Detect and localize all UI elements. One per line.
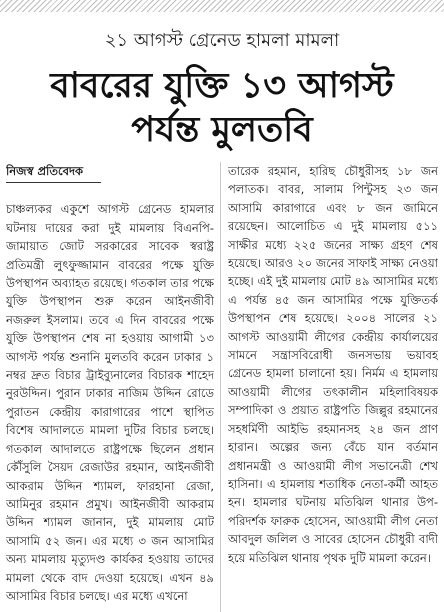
article-column-1 <box>6 162 214 612</box>
article-headline <box>0 64 444 152</box>
article-body <box>0 162 444 612</box>
byline: নিজস্ব প্রতিবেদক <box>6 162 101 183</box>
top-border-pattern <box>0 0 444 12</box>
column-divider <box>220 162 221 612</box>
headline-line-2: পর্যন্ত মুলতবি <box>131 110 313 150</box>
article-kicker: ২১ আগস্ট গ্রেনেড হামলা মামলা <box>104 30 340 51</box>
column-2-text: তারেক রহমান, হারিছ চৌধুরীসহ ১৮ জন পলাতক। বাবর, সালাম পিন্টুসহ ২৩ জন আসামি কারাগারে এবং ৮ জন জামিনে রয়েছেন। আলোচিত এ দুই মামলায় ৫১১ সাক্ষীর মধ্যে ২২৫ জনের সাক্ষ্য গ্রহণ শেষ হয়েছে। আরও ২০ জনের সাফাই সাক্ষ্য নেওয়া হচ্ছে। এই দুই মামলায় মোট ৪৯ আসামির মধ্যে এ পর্যন্ত ৪৫ জন আসামির পক্ষে যুক্তিতর্ক উপস্থাপন শেষ হয়েছে। ২০০৪ সালের ২১ আগস্ট আওয়ামী লীগের কেন্দ্রীয় কার্যালয়ের সামনে সন্ত্রাসবিরোধী জনসভায় ভয়াবহ গ্রেনেড হামলা চালানো হয়। নির্মম এ হামলায় আওয়ামী লীগের তৎকালীন মহিলাবিষয়ক সম্পাদিকা ও প্রয়াত রাষ্ট্রপতি জিল্লুর রহমানের সহধর্মিণী আইভি রহমানসহ ২৪ জন প্রাণ হারান। অল্পের জন্য বেঁচে যান বর্তমান প্রধানমন্ত্রী ও আওয়ামী লীগ সভানেত্রী শেখ হাসিনা। এ হামলায় শতাধিক নেতা-কর্মী আহত হন। হামলার ঘটনায় মতিঝিল থানার উপ-পরিদর্শক ফারুক হোসেন, আওয়ামী লীগ নেতা আবদুল জলিল ও সাবের হোসেন চৌধুরী বাদী হয়ে মতিঝিল থানায় পৃথক দুটি মামলা করেন। <box>228 164 438 565</box>
headline-line-1: বাবরের যুক্তি ১৩ আগস্ট <box>50 66 394 106</box>
article-column-2 <box>228 162 438 612</box>
column-1-text: চাঞ্চল্যকর একুশে আগস্ট গ্রেনেড হামলার ঘটনায় দায়ের করা দুই মামলায় বিএনপি-জামায়াত জোট সরকারের সাবেক স্বরাষ্ট্র প্রতিমন্ত্রী লুৎফুজ্জামান বাবরের পক্ষে যুক্তি উপস্থাপন অব্যাহত রয়েছে। গতকাল তার পক্ষে যুক্তি উপস্থাপন শুরু করেন আইনজীবী নজরুল ইসলাম। তবে এ দিন বাবরের পক্ষে যুক্তি উপস্থাপন শেষ না হওয়ায় আগামী ১৩ আগস্ট পর্যন্ত শুনানি মুলতবি করেন ঢাকার ১ নম্বর দ্রুত বিচার ট্রাইব্যুনালের বিচারক শাহেদ নুরউদ্দিন। পুরান ঢাকার নাজিম উদ্দিন রোডে পুরাতন কেন্দ্রীয় কারাগারের পাশে স্থাপিত বিশেষ আদালতে মামলা দুটির বিচার চলছে। গতকাল আদালতে রাষ্ট্রপক্ষে ছিলেন প্রধান কৌঁসুলি সৈয়দ রেজাউর রহমান, আইনজীবী আকরাম উদ্দিন শ্যামল, ফারহানা রেজা, আমিনুর রহমান প্রমুখ। আইনজীবী আকরাম উদ্দিন শ্যামল জানান, দুই মামলায় মোট আসামি ৫২ জন। এর মধ্যে ৩ জন আসামির অন্য মামলায় মৃত্যুদণ্ড কার্যকর হওয়ায় তাদের মামলা থেকে বাদ দেওয়া হয়েছে। এখন ৪৯ আসামির বিচার চলছে। এর মধ্যে এখনো <box>6 202 214 603</box>
